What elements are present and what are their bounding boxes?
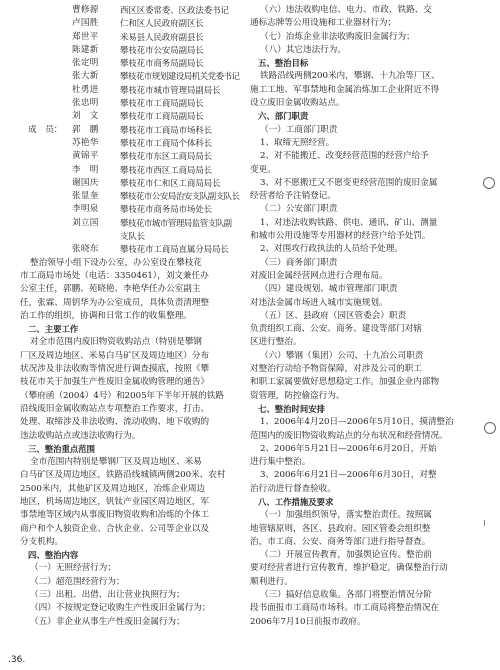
text-line: 对违法金属市场进入城市实施规划。 bbox=[250, 297, 388, 308]
text-line: （六）违法收购电信、电力、市政、铁路、交 bbox=[260, 5, 432, 15]
scan-mark-circle bbox=[484, 422, 496, 434]
member-name: 刘立国 bbox=[72, 217, 99, 228]
member-name: 刘 文 bbox=[72, 111, 99, 122]
member-row bbox=[20, 203, 244, 216]
text-line: 施工工地、军事禁地和金属冶炼加工企业附近不得 bbox=[250, 84, 440, 95]
member-position: 米易县人民政府副县长 bbox=[120, 31, 204, 42]
member-row bbox=[20, 124, 244, 137]
member-position: 攀枝花市公安局副局长 bbox=[120, 44, 204, 55]
text-line: （攀府函（2004）4号）和2005年下半年开展的铁路 bbox=[20, 390, 224, 401]
text-line: 负责组织工商、公安、商务、建设等部门对辖 bbox=[250, 324, 422, 335]
section-heading: 八、工作措施及要求 bbox=[258, 496, 334, 507]
member-name: 张大新 bbox=[72, 71, 99, 82]
text-line: 2、对不能搬迁、改变经营范围的经营户给予 bbox=[260, 151, 429, 162]
text-line: 厂区及周边地区、米易白马矿区及周边地区）分布 bbox=[20, 350, 210, 361]
section-heading: 七、整治时间安排 bbox=[258, 403, 325, 414]
member-position: 支队长 bbox=[120, 231, 146, 242]
text-line: （三）搞好信息收集。各部门将整治情况分阶 bbox=[260, 590, 432, 601]
text-line: 公室主任，郭鹏、苑晓艳、李艳华任办公室副主 bbox=[20, 284, 201, 295]
text-line: 3、2006年6月21日—2006年6月30日，对整 bbox=[260, 470, 437, 481]
member-position: 攀枝花市工商局副局长 bbox=[120, 111, 204, 122]
member-row bbox=[20, 31, 244, 44]
member-position: 攀枝花市商务局市场处长 bbox=[120, 204, 213, 215]
right-column bbox=[250, 4, 480, 629]
section-heading: 三、整治重点范围 bbox=[28, 443, 95, 454]
section-heading: 五、整治目标 bbox=[258, 58, 309, 69]
member-row bbox=[20, 150, 244, 163]
text-line: 地管辖原则，各区、县政府、园区管委会组织整 bbox=[250, 523, 431, 534]
text-line: 治工作的组织，协调和日常工作的收集整理。 bbox=[20, 310, 192, 321]
member-name: 陈建新 bbox=[72, 44, 99, 55]
text-line: 全市范围内特别是攀钢厂区及周边地区、米易 bbox=[30, 457, 202, 468]
text-line: （三）出租、出借、出让营业执照行为； bbox=[30, 590, 185, 601]
text-line: 变更。 bbox=[250, 164, 276, 175]
section-heading: 四、整治内容 bbox=[28, 550, 79, 561]
text-line: 设立废旧金属收购站点。 bbox=[250, 98, 345, 109]
text-line: 1、取缔无照经营。 bbox=[260, 137, 335, 148]
text-line: （二）超范围经营行为； bbox=[30, 576, 125, 587]
member-name: 李 明 bbox=[72, 164, 99, 175]
member-row bbox=[20, 4, 244, 17]
member-row bbox=[20, 57, 244, 70]
text-line: 2006年7月10日前报市政府。 bbox=[250, 616, 366, 627]
member-name: 谢国庆 bbox=[72, 177, 99, 188]
member-name: 张显奎 bbox=[72, 191, 99, 202]
text-line: 处理、取缔涉及非法收购、流动收购、地下收购的 bbox=[20, 417, 210, 428]
text-line: 事禁地等区域内从事废旧物资收购和冶炼的个体工 bbox=[20, 510, 210, 521]
right-text-body bbox=[250, 4, 480, 629]
text-line: 顺利进行。 bbox=[250, 576, 293, 587]
text-line: 1、2006年4月20日—2006年5月10日，摸清整治 bbox=[260, 417, 454, 428]
text-line: 通标志牌等公用设施和工业器材行为； bbox=[250, 18, 397, 29]
member-name: 曹修源 bbox=[72, 5, 99, 15]
text-line: 和城市公用设施等专用器材的经营户给予处罚。 bbox=[250, 231, 431, 242]
text-line: 沿线废旧金属收购站点专项整治工作要求，打击、 bbox=[20, 403, 210, 414]
member-name: 郑世平 bbox=[72, 31, 99, 42]
text-line: （一）工商部门职责 bbox=[260, 124, 338, 135]
member-row bbox=[20, 44, 244, 57]
member-position: 攀枝花市规划建设局机关党委书记 bbox=[120, 71, 240, 82]
text-line: 白马矿区及周边地区，铁路沿线城镇两侧200米、农村 bbox=[20, 470, 226, 481]
text-line: 任，张霖、周钥华为办公室成员，具体负责清理整 bbox=[20, 297, 210, 308]
text-line: 1、对违法收购铁路、供电、通讯、矿山、测量 bbox=[260, 217, 438, 228]
member-position: 攀枝花市商务局副局长 bbox=[120, 58, 204, 69]
text-line: 要对经营者进行宣传教育，维护稳定，确保整治行动 bbox=[250, 563, 448, 574]
member-position: 攀枝花市工商局副局长 bbox=[120, 98, 204, 109]
text-line: 范围内的废旧物资收购站点的分布状况和经营情况。 bbox=[250, 430, 448, 441]
member-position: 攀枝花市公安局治安支队副支队长 bbox=[120, 191, 240, 202]
member-row bbox=[20, 137, 244, 150]
member-position: 攀枝花市西区工商局局长 bbox=[120, 164, 213, 175]
text-line: 段书面报市工商局市场科。市工商局将整治情况在 bbox=[250, 603, 440, 614]
member-position: 攀枝花市仁和区工商局局长 bbox=[120, 177, 221, 188]
text-line: 状况涉及非法收购等情况进行调查摸底，按照《攀 bbox=[20, 364, 210, 375]
member-row bbox=[20, 190, 244, 203]
left-column bbox=[20, 4, 244, 629]
member-row bbox=[20, 230, 244, 243]
member-name: 郭 鹏 bbox=[72, 124, 99, 135]
text-line: 区进行整治。 bbox=[250, 337, 302, 348]
member-row bbox=[20, 17, 244, 30]
text-line: 对废旧金属经营网点进行合理布局。 bbox=[250, 270, 388, 281]
member-position: 攀枝花市城市管理局副局长 bbox=[120, 84, 221, 95]
member-position: 攀枝花市工商局直属分局局长 bbox=[120, 244, 229, 255]
text-line: （四）不按规定登记收购生产性废旧金属行为； bbox=[30, 603, 211, 614]
member-row bbox=[20, 164, 244, 177]
member-name: 张定明 bbox=[72, 58, 99, 69]
member-row bbox=[20, 97, 244, 110]
member-list bbox=[20, 4, 244, 257]
member-row bbox=[20, 84, 244, 97]
member-position: 攀枝花市东区工商局局长 bbox=[120, 151, 213, 162]
text-line: 市工商局市场处（电话：3350461），刘文兼任办 bbox=[20, 270, 209, 281]
text-line: 整治领导小组下设办公室，办公室设在攀枝花 bbox=[30, 257, 202, 268]
member-row bbox=[20, 177, 244, 190]
member-row bbox=[20, 110, 244, 123]
text-line: （二）公安部门职责 bbox=[260, 204, 338, 215]
member-position: 攀枝花市工商局个体科长 bbox=[120, 137, 213, 148]
member-position: 攀枝花市城市管理局监管支队副 bbox=[120, 217, 232, 228]
text-line: （七）冶炼企业非法收购废旧金属行为； bbox=[260, 31, 415, 42]
text-line: （五）区、县政府（园区管委会）职责 bbox=[260, 310, 407, 321]
member-position: 西区区委常委、区政法委书记 bbox=[120, 5, 229, 15]
member-name: 李明泉 bbox=[72, 204, 99, 215]
member-row bbox=[20, 70, 244, 83]
text-line: 违法收购站点或违法收购行为。 bbox=[20, 430, 141, 441]
text-line: 和职工家属要做好思想稳定工作。加强企业内部物 bbox=[250, 377, 440, 388]
text-line: 分支机构。 bbox=[20, 536, 63, 547]
page-number: .36. bbox=[8, 655, 26, 665]
text-line: （二）开展宣传教育，加强舆论宣传。整治前 bbox=[260, 550, 432, 561]
text-line: 治行动进行督查验收。 bbox=[250, 483, 336, 494]
scan-mark-circle bbox=[483, 177, 495, 189]
member-name: 苏艳华 bbox=[72, 137, 99, 148]
member-name: 杜勇进 bbox=[72, 84, 99, 95]
member-name: 张晓东 bbox=[72, 244, 99, 255]
text-line: 进行集中整治。 bbox=[250, 457, 311, 468]
text-line: （五）非企业从事生产性废旧金属行为； bbox=[30, 616, 185, 627]
member-row bbox=[20, 243, 244, 256]
member-position: 攀枝花市工商局市场科长 bbox=[120, 124, 213, 135]
text-line: 治，市工商、公安、商务等部门进行指导督查。 bbox=[250, 536, 431, 547]
member-position: 仁和区人民政府副区长 bbox=[120, 18, 204, 29]
text-line: 对整治行动给予物资保障，对涉及公司的职工 bbox=[250, 364, 422, 375]
text-line: 3、对不愿搬迁又不愿变更经营范围的废旧金属 bbox=[260, 177, 438, 188]
text-line: （一）无照经营行为； bbox=[30, 563, 116, 574]
text-line: 资管理，防控偷盗行为。 bbox=[250, 390, 345, 401]
text-line: 2、对围攻行政执法的人员给予处理。 bbox=[260, 244, 403, 255]
member-name: 张忠明 bbox=[72, 98, 99, 109]
text-line: 商户和个人独资企业、合伙企业、公司等企业以及 bbox=[20, 523, 210, 534]
text-line: （八）其它违法行为。 bbox=[260, 44, 346, 55]
text-line: 枝花市关于加强生产性废旧金属收购管理的通告》 bbox=[20, 377, 210, 388]
section-heading: 六、部门职责 bbox=[258, 111, 309, 122]
left-text-body bbox=[20, 257, 244, 629]
text-line: 2、2006年5月21日—2006年6月20日，开始 bbox=[260, 443, 437, 454]
member-name: 黄锦平 bbox=[72, 151, 99, 162]
text-line: （三）商务部门职责 bbox=[260, 257, 338, 268]
text-line: 经营者给予注销登记。 bbox=[250, 191, 336, 202]
text-line: （一）加强组织领导，落实整治责任。按照属 bbox=[260, 510, 432, 521]
text-line: （六）攀钢（集团）公司、十九冶公司职责 bbox=[260, 350, 424, 361]
text-line: 铁路沿线两侧200米内，攀钢、十九冶等厂区、 bbox=[260, 71, 440, 82]
text-line: （四）建设规划、城市管理部门职责 bbox=[260, 284, 398, 295]
member-name: 卢国胜 bbox=[72, 18, 99, 29]
scan-mark-tick bbox=[484, 520, 489, 526]
section-heading: 二、主要工作 bbox=[28, 324, 79, 335]
member-role: 成 员： bbox=[28, 124, 63, 135]
text-line: 2500米内，其他矿区及周边地区，冶炼企业周边 bbox=[20, 483, 206, 494]
text-line: 对全市范围内废旧物资收购站点（特别是攀钢 bbox=[30, 337, 202, 348]
member-row bbox=[20, 217, 244, 230]
text-line: 地区，机场周边地区，钒钛产业园区周边地区，军 bbox=[20, 496, 210, 507]
